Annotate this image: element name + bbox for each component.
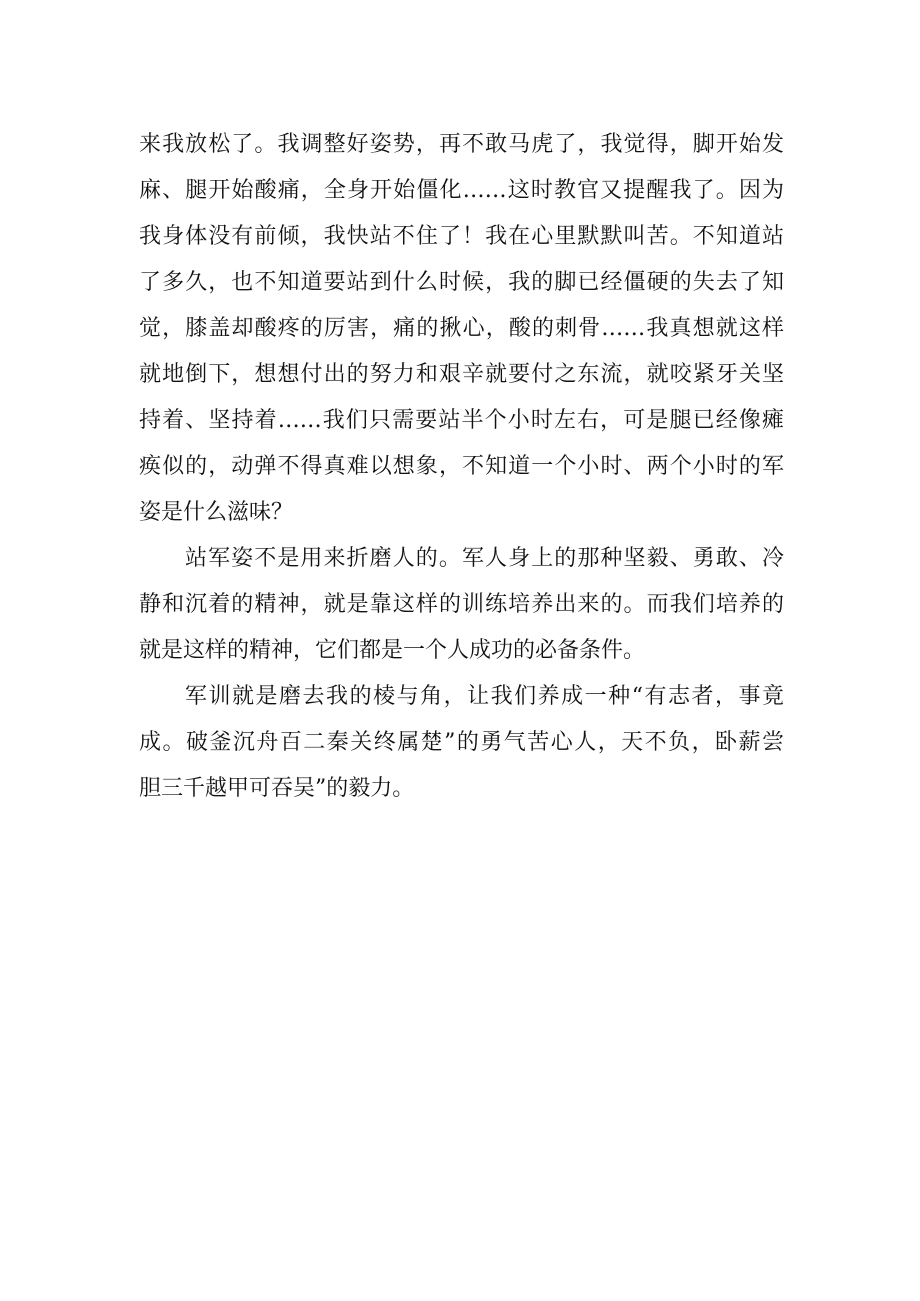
- text-line: 持着、坚持着……我们只需要站半个小时左右，可是腿已经像瘫: [139, 408, 784, 433]
- paragraph-3: [139, 674, 784, 812]
- text-line: 痪似的，动弹不得真难以想象，不知道一个小时、两个小时的军: [139, 454, 784, 479]
- paragraph-1: [139, 122, 784, 536]
- body-text: [139, 122, 784, 812]
- text-line: 了多久，也不知道要站到什么时候，我的脚已经僵硬的失去了知: [139, 270, 784, 295]
- text-line: 静和沉着的精神，就是靠这样的训练培养出来的。而我们培养的: [139, 592, 784, 617]
- text-line: 麻、腿开始酸痛，全身开始僵化……这时教官又提醒我了。因为: [139, 178, 784, 203]
- text-line: 觉，膝盖却酸疼的厉害，痛的揪心，酸的刺骨……我真想就这样: [139, 316, 784, 341]
- text-line: 来我放松了。我调整好姿势，再不敢马虎了，我觉得，脚开始发: [139, 132, 784, 157]
- text-line: 胆三千越甲可吞吴”的毅力。: [139, 776, 415, 801]
- text-line: 我身体没有前倾，我快站不住了！我在心里默默叫苦。不知道站: [139, 224, 784, 249]
- text-line: 就地倒下，想想付出的努力和艰辛就要付之东流，就咬紧牙关坚: [139, 362, 784, 387]
- text-line: 就是这样的精神，它们都是一个人成功的必备条件。: [139, 638, 646, 663]
- text-line: 姿是什么滋味？: [139, 500, 294, 525]
- text-line: 军训就是磨去我的棱与角，让我们养成一种“有志者，事竟: [185, 684, 784, 709]
- text-line: 成。破釜沉舟百二秦关终属楚”的勇气苦心人，天不负，卧薪尝: [139, 730, 784, 755]
- paragraph-2: [139, 536, 784, 674]
- text-line: 站军姿不是用来折磨人的。军人身上的那种坚毅、勇敢、冷: [185, 546, 784, 571]
